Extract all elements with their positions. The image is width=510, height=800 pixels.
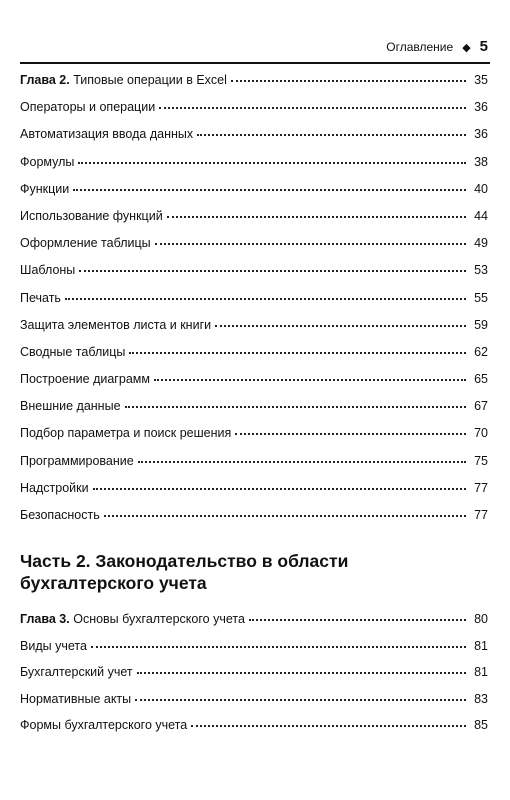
dot-leader <box>231 77 466 82</box>
toc-entry[interactable] <box>20 425 488 452</box>
toc-page: 62 <box>474 344 488 359</box>
toc-entry[interactable] <box>20 154 488 181</box>
toc-page: 55 <box>474 290 488 305</box>
toc-page: 49 <box>474 236 488 251</box>
toc-entry-title: Программирование <box>20 453 134 468</box>
chapter-title: Типовые операции в Excel <box>73 73 227 87</box>
toc-page: 44 <box>474 208 488 223</box>
dot-leader <box>155 240 466 245</box>
chapter-prefix: Глава 3. <box>20 612 70 626</box>
dot-leader <box>197 131 466 136</box>
dot-leader <box>91 643 466 648</box>
toc-entry[interactable] <box>20 398 488 425</box>
toc-chapter-2 <box>20 72 488 534</box>
toc-entry-title: Бухгалтерский учет <box>20 665 133 679</box>
toc-page: 36 <box>474 100 488 115</box>
toc-chapter-3 <box>20 611 488 744</box>
toc-entry[interactable] <box>20 208 488 235</box>
dot-leader <box>154 376 466 381</box>
toc-entry-title: Функции <box>20 181 70 196</box>
toc-entry[interactable] <box>20 717 488 744</box>
toc-entry-title: Сводные таблицы <box>20 344 126 359</box>
dot-leader <box>137 669 466 674</box>
toc-page: 77 <box>474 480 488 495</box>
toc-chapter-heading[interactable] <box>20 72 488 99</box>
toc-page: 80 <box>474 612 488 626</box>
toc-entry-title: Печать <box>20 290 61 305</box>
toc-entry-title: Формы бухгалтерского учета <box>20 718 188 732</box>
toc-entry-title: Надстройки <box>20 480 89 495</box>
toc-page: 83 <box>474 691 488 706</box>
toc-page: 85 <box>474 718 488 732</box>
dot-leader <box>65 295 466 300</box>
part-heading-line-1: Часть 2. Законодательство в области <box>20 551 349 571</box>
toc-page: 77 <box>474 508 488 522</box>
toc-entry-title: Нормативные акты <box>20 691 132 706</box>
toc-entry[interactable] <box>20 99 488 126</box>
toc-entry[interactable] <box>20 507 488 534</box>
toc-entry[interactable] <box>20 262 488 289</box>
toc-page: 65 <box>474 372 488 387</box>
page-number: 5 <box>479 38 488 55</box>
toc-entry[interactable] <box>20 480 488 507</box>
toc-page: 67 <box>474 399 488 414</box>
chapter-prefix: Глава 2. <box>20 73 70 87</box>
dot-leader <box>79 267 466 272</box>
toc-page: 59 <box>474 317 488 332</box>
dot-leader <box>78 159 466 164</box>
toc-page: 35 <box>474 73 488 87</box>
toc-entry-title: Виды учета <box>20 638 87 653</box>
toc-page: 53 <box>474 263 488 278</box>
toc-page: 81 <box>474 638 488 653</box>
header-rule <box>20 62 490 64</box>
dot-leader <box>138 458 466 463</box>
dot-leader <box>215 322 466 327</box>
dot-leader <box>159 104 466 109</box>
toc-entry[interactable] <box>20 453 488 480</box>
toc-entry[interactable] <box>20 344 488 371</box>
toc-entry[interactable] <box>20 691 488 718</box>
toc-page: 38 <box>474 154 488 169</box>
toc-entry-title: Использование функций <box>20 208 163 223</box>
toc-entry-title: Построение диаграмм <box>20 372 150 387</box>
toc-entry-title: Безопасность <box>20 508 100 522</box>
dot-leader <box>125 403 466 408</box>
toc-entry-title: Автоматизация ввода данных <box>20 127 194 142</box>
toc-entry[interactable] <box>20 664 488 691</box>
dot-leader <box>167 213 466 218</box>
toc-entry[interactable] <box>20 126 488 153</box>
toc-entry[interactable] <box>20 317 488 344</box>
part-heading-line-2: бухгалтерского учета <box>20 573 207 593</box>
toc-entry-title: Оформление таблицы <box>20 236 151 251</box>
toc-entry[interactable] <box>20 181 488 208</box>
running-header <box>386 38 488 55</box>
dot-leader <box>191 722 466 727</box>
toc-entry-title: Подбор параметра и поиск решения <box>20 426 232 441</box>
part-heading <box>20 550 440 594</box>
dot-leader <box>235 430 466 435</box>
dot-leader <box>129 349 466 354</box>
toc-entry[interactable] <box>20 235 488 262</box>
diamond-icon: ◆ <box>462 42 471 54</box>
toc-page: 40 <box>474 181 488 196</box>
toc-entry-title: Формулы <box>20 154 75 169</box>
toc-entry[interactable] <box>20 290 488 317</box>
toc-page: 81 <box>474 665 488 679</box>
toc-page: 36 <box>474 127 488 142</box>
toc-entry-title: Операторы и операции <box>20 100 156 115</box>
toc-entry[interactable] <box>20 371 488 398</box>
toc-chapter-heading[interactable] <box>20 611 488 638</box>
toc-entry-title: Внешние данные <box>20 399 121 414</box>
dot-leader <box>93 485 466 490</box>
toc-page: 70 <box>474 426 488 441</box>
toc-page: 75 <box>474 453 488 468</box>
dot-leader <box>249 616 466 621</box>
toc-entry-title: Шаблоны <box>20 263 76 278</box>
chapter-title: Основы бухгалтерского учета <box>73 612 245 626</box>
toc-entry[interactable] <box>20 638 488 665</box>
toc-entry-title: Защита элементов листа и книги <box>20 317 212 332</box>
section-title: Оглавление <box>386 40 454 54</box>
dot-leader <box>73 186 466 191</box>
dot-leader <box>104 512 466 517</box>
dot-leader <box>135 696 466 701</box>
